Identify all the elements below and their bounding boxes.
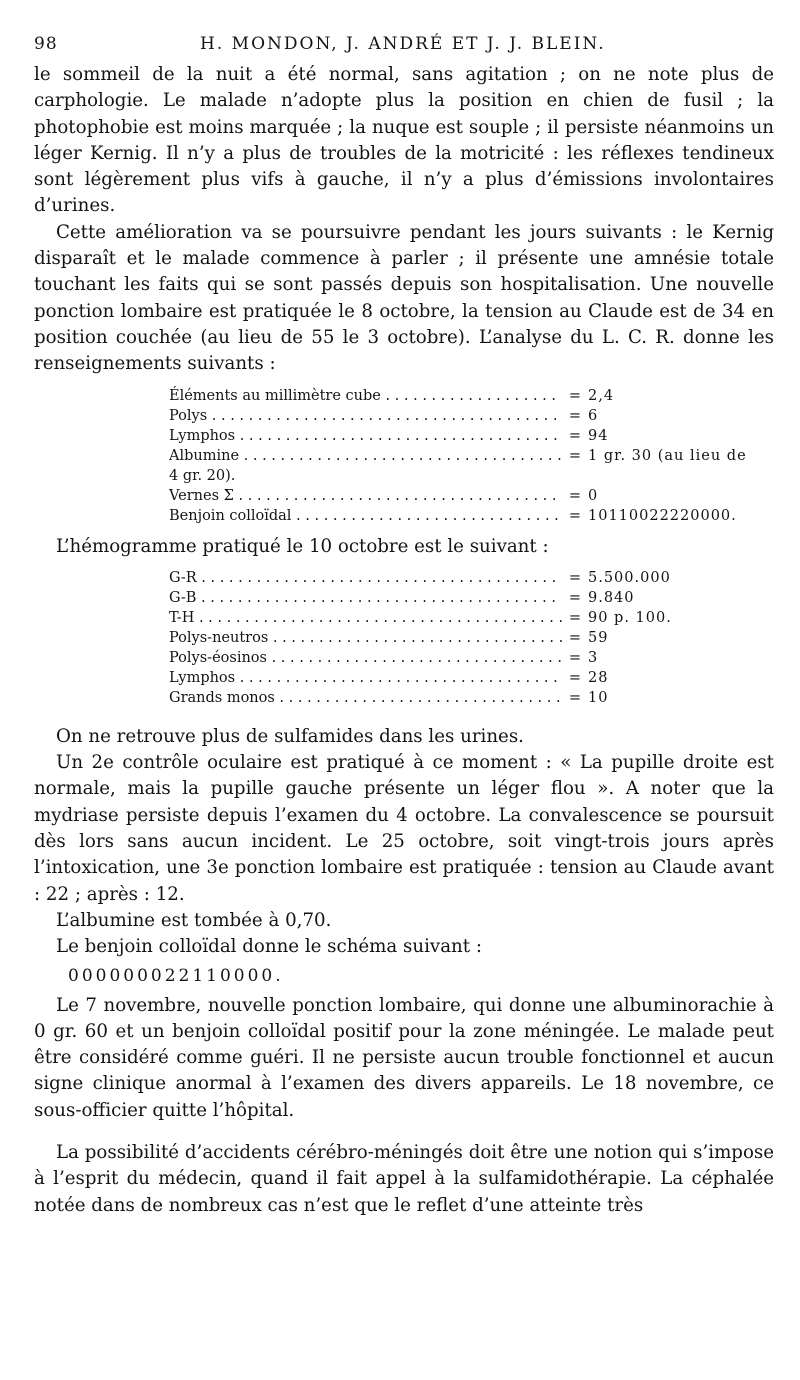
row-value: 10 [588, 689, 609, 706]
document-page [34, 34, 774, 1219]
row-label: Albumine . . . [169, 446, 562, 466]
row-value: 9.840 [588, 589, 635, 606]
table-row [169, 486, 759, 506]
paragraph-6: L’albumine est tombée à 0,70. [56, 909, 332, 931]
row-value: 6 [588, 407, 599, 424]
equals-sign: = [568, 589, 582, 606]
equals-sign: = [568, 447, 582, 464]
row-label: G-R . . . [169, 568, 562, 588]
row-label: T-H . . . [169, 608, 562, 628]
equals-sign: = [568, 609, 582, 626]
paragraph-5: Un 2e contrôle oculaire est pratiqué à ce moment : « La pupille droite est normale, mais la pupille gauche présente un léger flou ». A noter que la mydriase persiste depuis l’examen du 4 octobre. La convalescence se poursuit dès lors sans aucun incident. Le 25 octobre, soit vingt-trois jours après l’intoxication, une 3e ponction lombaire est pratiquée : tension au Claude avant : 22 ; après : 12. [34, 752, 774, 905]
table-row [169, 406, 759, 426]
table-row [169, 446, 759, 466]
table-row [169, 386, 759, 406]
paragraph-4: On ne retrouve plus de sulfamides dans les urines. [56, 725, 524, 747]
running-title: H. MONDON, J. ANDRÉ ET J. J. BLEIN. [200, 34, 606, 54]
equals-sign: = [568, 689, 582, 706]
table-row [169, 688, 759, 708]
equals-sign: = [568, 507, 582, 524]
equals-sign: = [568, 649, 582, 666]
row-label: Grands monos . . . [169, 688, 562, 708]
row-label: Éléments au millimètre cube . . . [169, 386, 562, 406]
hemogram-table [169, 568, 759, 708]
paragraph-1: le sommeil de la nuit a été normal, sans agitation ; on ne note plus de carphologie. Le malade n’adopte plus la position en chien de fusil ; la photophobie est moins marquée ; la nuque est souple ; il persiste néanmoins un léger Kernig. Il n’y a plus de troubles de la motricité : les réflexes tendineux sont légèrement plus vifs à gauche, il n’y a plus d’émissions involontaires d’urines. [34, 64, 774, 217]
table-row [169, 608, 759, 628]
paragraph-3: L’hémogramme pratiqué le 10 octobre est le suivant : [56, 535, 549, 557]
row-label: G-B . . . [169, 588, 562, 608]
equals-sign: = [568, 407, 582, 424]
table-row [169, 426, 759, 446]
row-value: 5.500.000 [588, 569, 671, 586]
row-label: Lymphos . . . [169, 668, 562, 688]
row-value: 0 [588, 487, 599, 504]
paragraph-2: Cette amélioration va se poursuivre pendant les jours suivants : le Kernig disparaît et le malade commence à parler ; il présente une amnésie totale touchant les faits qui se sont passés depuis son hospitalisation. Une nouvelle ponction lombaire est pratiquée le 8 octobre, la tension au Claude est de 34 en position couchée (au lieu de 55 le 3 octobre). L’analyse du L. C. R. donne les renseignements suivants : [34, 221, 774, 375]
row-value: 10110022220000. [588, 507, 737, 524]
row-value: 28 [588, 669, 609, 686]
row-label: Polys . . . [169, 406, 562, 426]
row-value: 90 p. 100. [588, 609, 672, 626]
row-label: Polys-neutros . . . [169, 628, 562, 648]
row-label: Lymphos . . . [169, 426, 562, 446]
row-value: 1 gr. 30 (au lieu de [588, 447, 747, 464]
table-row [169, 506, 759, 526]
equals-sign: = [568, 427, 582, 444]
table-row [169, 648, 759, 668]
equals-sign: = [568, 487, 582, 504]
row-value: 2,4 [588, 387, 615, 404]
paragraph-9: La possibilité d’accidents cérébro-méningés doit être une notion qui s’impose à l’esprit du médecin, quand il fait appel à la sulfamidothérapie. La céphalée notée dans de nombreux cas n’est que le reflet d’une atteinte très [34, 1142, 774, 1216]
table-row [169, 588, 759, 608]
row-value: 59 [588, 629, 609, 646]
table-row [169, 668, 759, 688]
equals-sign: = [568, 569, 582, 586]
page-header [34, 34, 774, 62]
row-label: Vernes Σ . . . [169, 486, 562, 506]
row-value: 3 [588, 649, 599, 666]
page-number: 98 [34, 34, 58, 54]
row-value: 94 [588, 427, 609, 444]
equals-sign: = [568, 387, 582, 404]
row-value-continuation: 4 gr. 20). [169, 467, 236, 484]
row-label: Benjoin colloïdal . . . [169, 506, 562, 526]
equals-sign: = [568, 669, 582, 686]
table-row [169, 628, 759, 648]
row-label: Polys-éosinos . . . [169, 648, 562, 668]
lcr-analysis-table [169, 386, 759, 526]
table-row [169, 568, 759, 588]
equals-sign: = [568, 629, 582, 646]
paragraph-7: Le benjoin colloïdal donne le schéma suivant : [56, 936, 482, 958]
benjoin-schema: 000000022110000. [68, 965, 284, 986]
paragraph-8: Le 7 novembre, nouvelle ponction lombaire, qui donne une albuminorachie à 0 gr. 60 et un benjoin colloïdal positif pour la zone méningée. Le malade peut être considéré comme guéri. Il ne persiste aucun trouble fonctionnel et aucun signe clinique anormal à l’examen des divers appareils. Le 18 novembre, ce sous-officier quitte l’hôpital. [34, 994, 774, 1121]
